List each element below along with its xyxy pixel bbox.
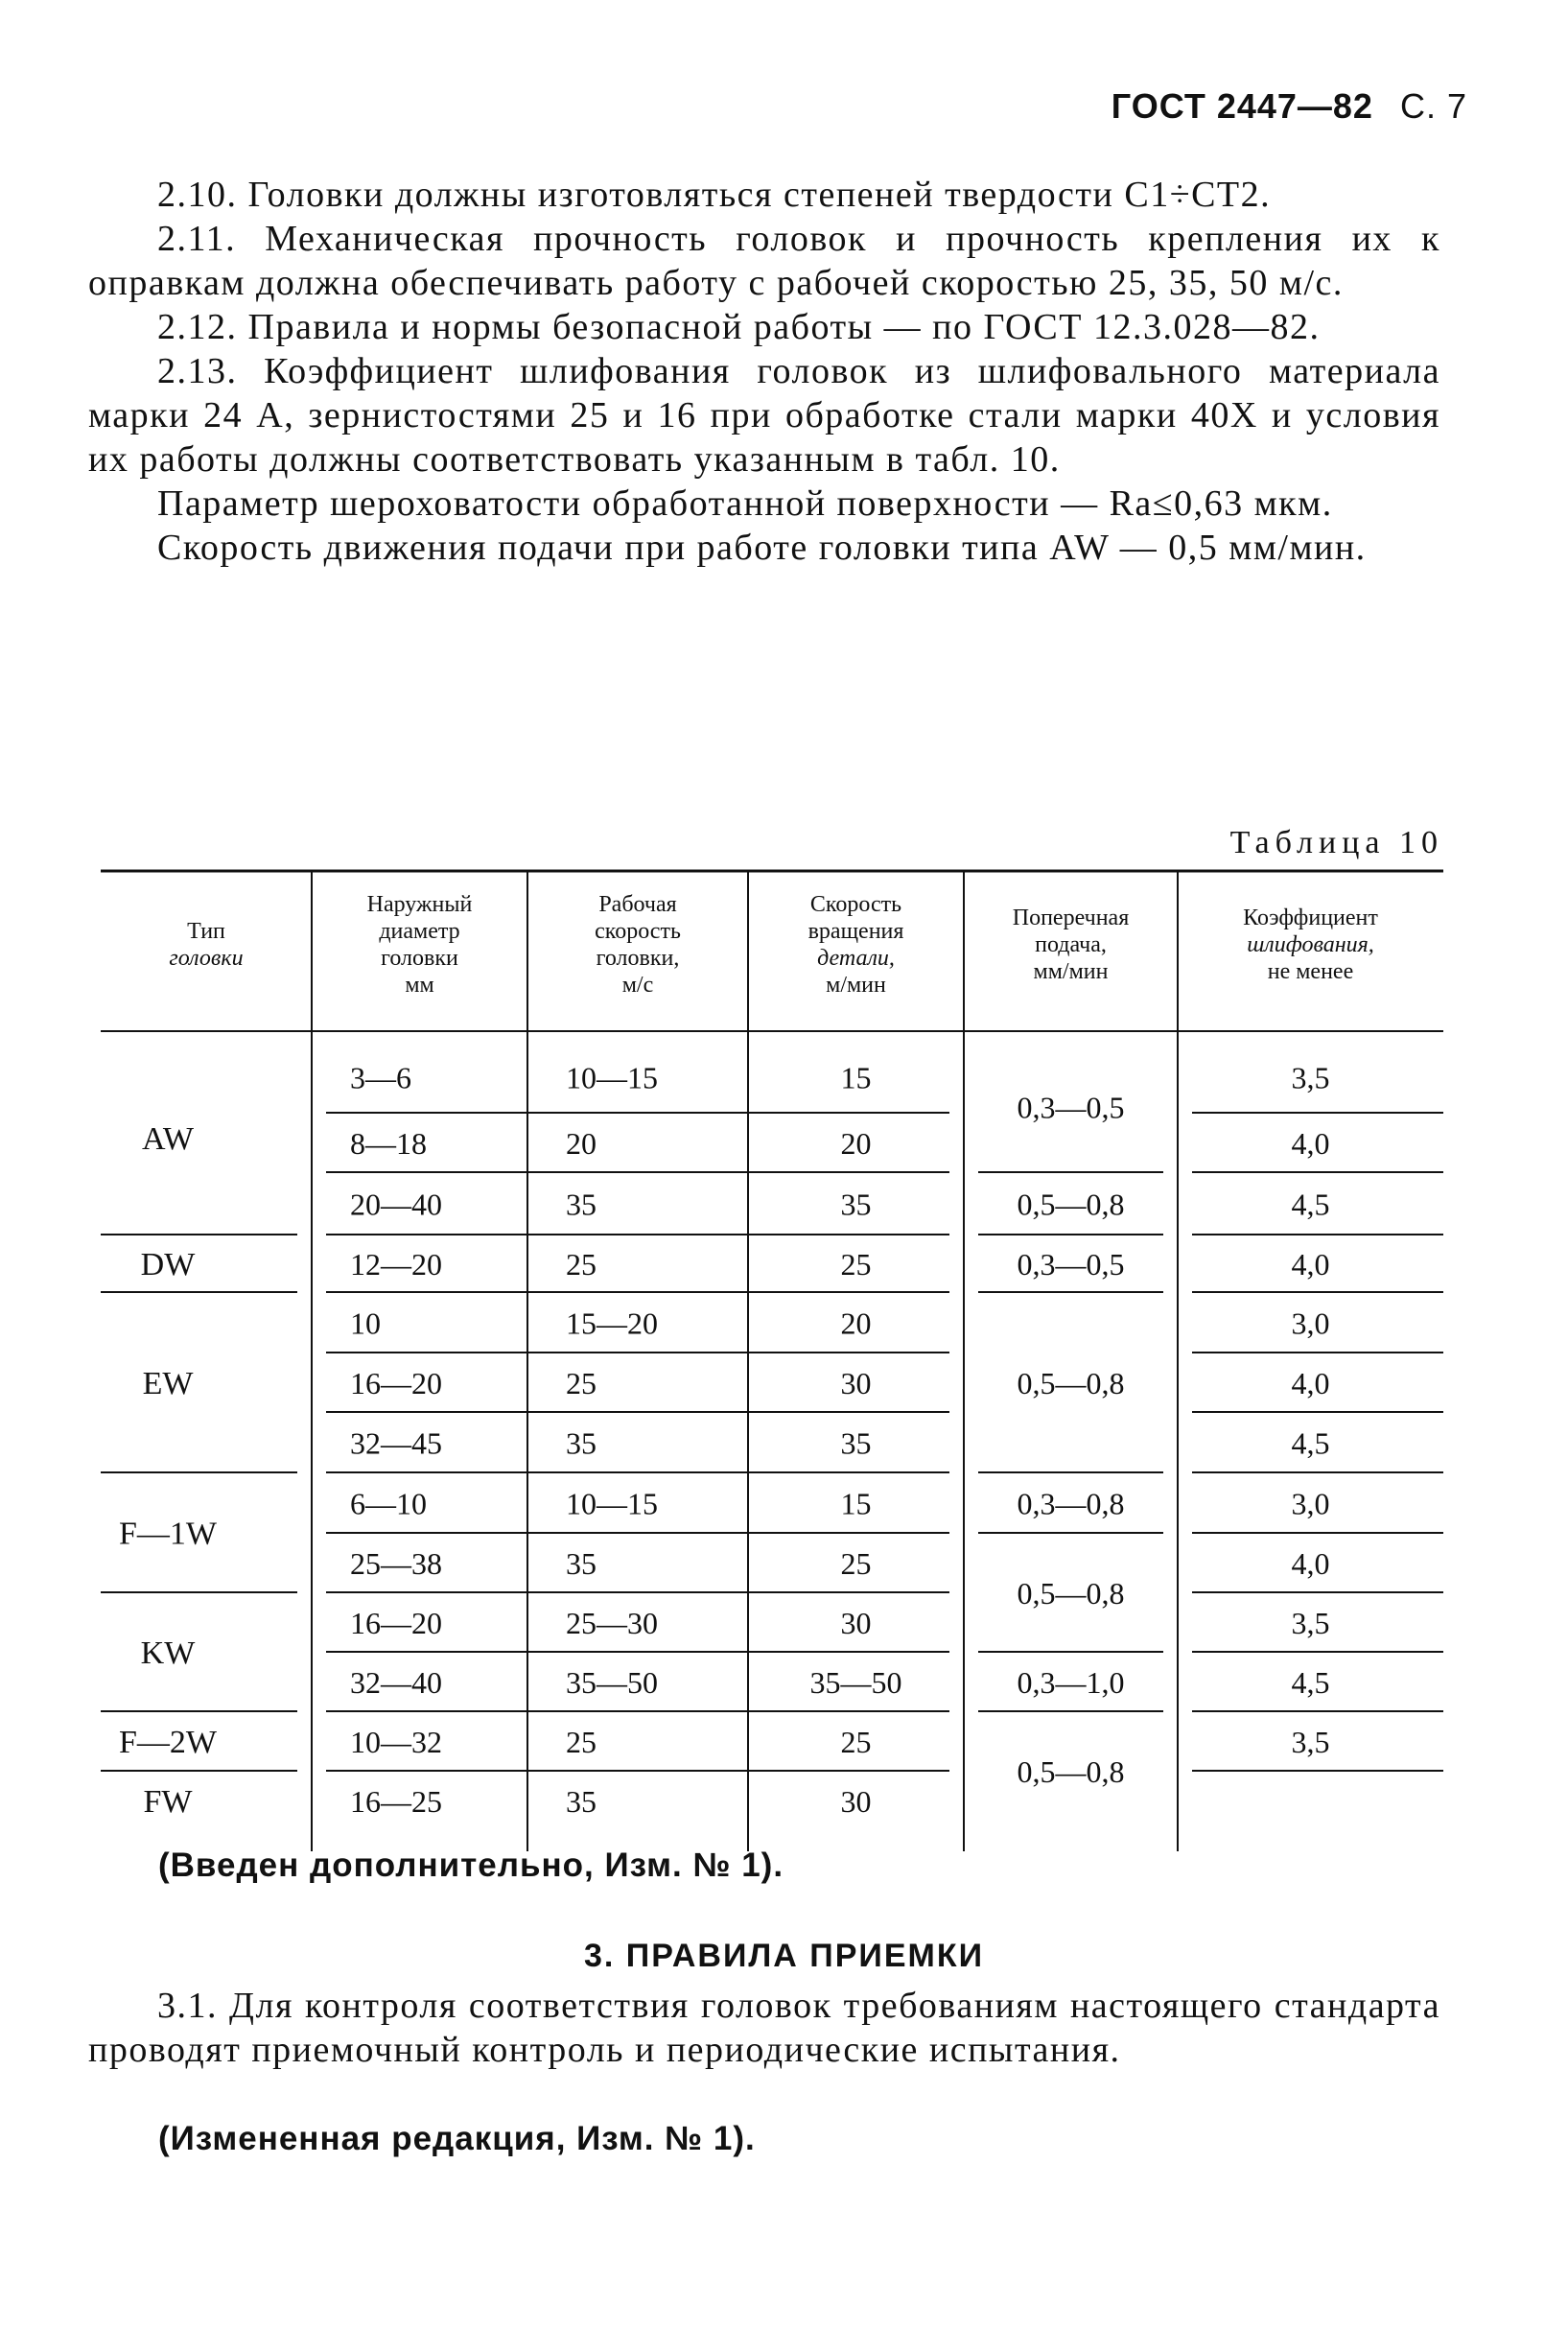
speed-cell: 35 [566,1546,597,1581]
paragraph-feed-speed: Скорость движения подачи при работе головки типа AW — 0,5 мм/мин. [157,528,1367,568]
type-cell: F—2W [119,1725,217,1760]
diameter-cell: 25—38 [350,1546,442,1581]
paragraph-2-13: 2.13. Коэффициент шлифования головок из шлифовального материала марки 24 А, зернистостями 25 и 16 при обработке стали марки 40Х и условия их работы должны соответствовать указанным в табл. 10. [88,351,1440,480]
header-cell: Поперечная [1012,906,1130,930]
coefficient-cell: 4,0 [1291,1366,1330,1400]
rotation-cell: 35 [840,1187,872,1222]
coefficient-cell: 4,5 [1291,1187,1330,1222]
rotation-cell: 20 [840,1306,872,1341]
type-cell: FW [143,1784,193,1820]
paragraph-3-1: 3.1. Для контроля соответствия головок требованиям настоящего стандарта проводят приемочный контроль и периодические испытания. [88,1986,1440,2070]
feed-cell: 0,5—0,8 [1017,1576,1125,1611]
coefficient-cell: 4,5 [1291,1425,1330,1461]
header-cell: м/с [621,973,654,998]
coefficient-cell: 3,5 [1291,1060,1330,1095]
rotation-cell: 15 [840,1060,872,1095]
speed-cell: 35 [566,1187,597,1222]
rotation-cell: 30 [840,1366,872,1400]
body-text-bottom [88,1984,1440,2072]
rotation-cell: 35 [840,1425,872,1461]
header-cell: детали, [817,946,895,971]
header-cell: головки, [596,946,680,971]
diameter-cell: 3—6 [350,1060,411,1095]
rotation-cell: 35—50 [809,1665,902,1700]
header-cell: подача, [1035,932,1107,957]
header-cell: Коэффициент [1243,906,1378,930]
header-cell: Скорость [809,892,902,917]
feed-cell: 0,5—0,8 [1017,1187,1125,1222]
note-amended: (Измененная редакция, Изм. № 1). [158,2120,756,2157]
section-title: 3. ПРАВИЛА ПРИЕМКИ [583,1938,985,1974]
feed-cell: 0,5—0,8 [1017,1754,1125,1789]
table-caption: Таблица 10 [1229,825,1443,860]
diameter-cell: 12—20 [350,1247,442,1282]
feed-cell: 0,3—0,8 [1017,1486,1125,1521]
rotation-cell: 30 [840,1784,872,1819]
speed-cell: 15—20 [566,1306,658,1341]
coefficient-cell: 3,5 [1291,1606,1330,1640]
diameter-cell: 8—18 [350,1126,427,1161]
speed-cell: 25 [566,1725,597,1759]
paragraph-2-12: 2.12. Правила и нормы безопасной работы — по ГОСТ 12.3.028—82. [157,307,1321,347]
header-cell: Наружный [366,892,473,917]
speed-cell: 10—15 [566,1486,658,1521]
header-cell: не менее [1267,959,1354,984]
note-introduced: (Введен дополнительно, Изм. № 1). [158,1847,784,1884]
rotation-cell: 20 [840,1126,872,1161]
header-cell: головки [169,946,244,971]
speed-cell: 35 [566,1784,597,1819]
coefficient-cell: 3,5 [1291,1725,1330,1759]
header-cell: диаметр [379,919,460,944]
diameter-cell: 32—40 [350,1665,442,1700]
feed-cell: 0,5—0,8 [1017,1366,1125,1400]
diameter-cell: 32—45 [350,1425,442,1461]
rotation-cell: 30 [840,1606,872,1640]
feed-cell: 0,3—0,5 [1017,1247,1125,1282]
page-number: С. 7 [1399,86,1467,126]
header-cell: Тип [187,919,225,944]
type-cell: DW [140,1247,196,1282]
header-cell: мм/мин [1033,959,1109,984]
speed-cell: 25—30 [566,1606,658,1640]
coefficient-cell: 4,0 [1291,1546,1330,1581]
rotation-cell: 25 [840,1546,872,1581]
diameter-cell: 6—10 [350,1486,427,1521]
coefficient-cell: 4,0 [1291,1247,1330,1282]
header-cell: вращения [807,919,904,944]
header-cell: шлифования, [1247,932,1374,957]
paragraph-2-10: 2.10. Головки должны изготовляться степеней твердости С1÷СТ2. [157,175,1272,215]
header-cell: головки [381,946,458,971]
speed-cell: 20 [566,1126,597,1161]
paragraph-roughness: Параметр шероховатости обработанной поверхности — Ra≤0,63 мкм. [157,483,1333,524]
speed-cell: 25 [566,1366,597,1400]
standard-number: ГОСТ 2447—82 [1111,86,1373,126]
header-cell: м/мин [826,973,886,998]
type-cell: KW [140,1635,196,1671]
diameter-cell: 20—40 [350,1187,442,1222]
speed-cell: 35 [566,1425,597,1461]
feed-cell: 0,3—1,0 [1017,1665,1125,1700]
feed-cell: 0,3—0,5 [1017,1090,1125,1125]
type-cell: AW [142,1121,194,1157]
diameter-cell: 16—25 [350,1784,442,1819]
coefficient-cell: 3,0 [1291,1306,1330,1341]
header-cell: скорость [595,919,681,944]
rotation-cell: 15 [840,1486,872,1521]
rotation-cell: 25 [840,1725,872,1759]
coefficient-cell: 4,5 [1291,1665,1330,1700]
rotation-cell: 25 [840,1247,872,1282]
speed-cell: 35—50 [566,1665,658,1700]
speed-cell: 25 [566,1247,597,1282]
type-cell: F—1W [119,1516,217,1552]
coefficient-cell: 4,0 [1291,1126,1330,1161]
header-cell: Рабочая [598,892,677,917]
coefficient-cell: 3,0 [1291,1486,1330,1521]
diameter-cell: 16—20 [350,1366,442,1400]
type-cell: EW [142,1366,194,1401]
diameter-cell: 10—32 [350,1725,442,1759]
diameter-cell: 10 [350,1306,381,1341]
diameter-cell: 16—20 [350,1606,442,1640]
paragraph-2-11: 2.11. Механическая прочность головок и прочность крепления их к оправкам должна обеспечивать работу с рабочей скоростью 25, 35, 50 м/с. [88,219,1440,303]
speed-cell: 10—15 [566,1060,658,1095]
header-cell: мм [405,973,434,998]
